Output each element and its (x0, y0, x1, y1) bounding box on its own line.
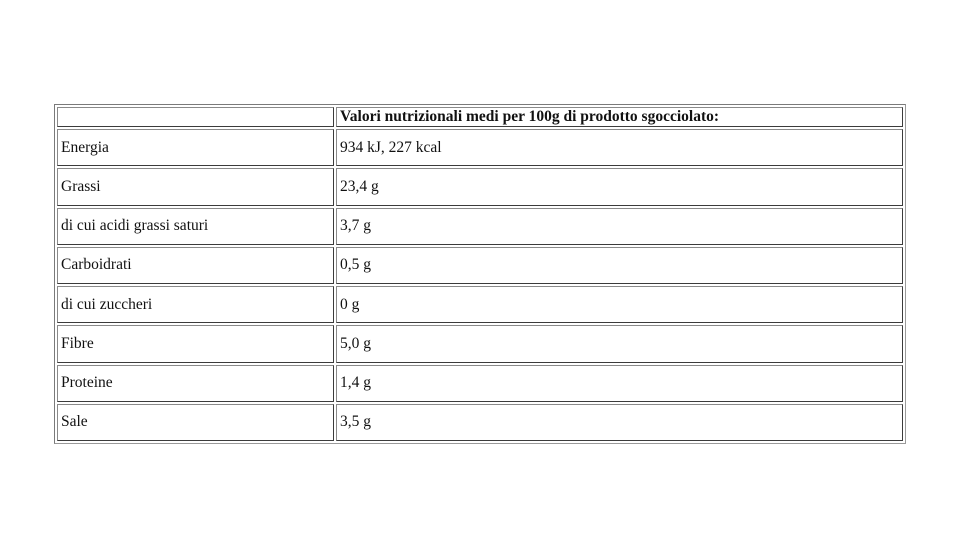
nutrient-value: 23,4 g (336, 168, 903, 205)
table-row (57, 129, 903, 166)
nutrient-value: 0,5 g (336, 247, 903, 284)
nutrient-value: 1,4 g (336, 365, 903, 402)
table-row (57, 168, 903, 205)
table-header-row (57, 107, 903, 127)
nutrient-label: Fibre (57, 325, 334, 362)
nutrient-label: Proteine (57, 365, 334, 402)
nutrient-label: di cui acidi grassi saturi (57, 208, 334, 245)
header-label-cell (57, 107, 334, 127)
nutrient-value: 0 g (336, 286, 903, 323)
header-title-cell: Valori nutrizionali medi per 100g di prodotto sgocciolato: (336, 107, 903, 127)
nutrient-label: di cui zuccheri (57, 286, 334, 323)
table-row (57, 365, 903, 402)
table-row (57, 286, 903, 323)
table-row (57, 247, 903, 284)
nutrient-value: 5,0 g (336, 325, 903, 362)
nutrient-label: Grassi (57, 168, 334, 205)
nutrient-label: Energia (57, 129, 334, 166)
nutrient-value: 934 kJ, 227 kcal (336, 129, 903, 166)
nutrition-table-frame (54, 104, 906, 444)
nutrient-label: Carboidrati (57, 247, 334, 284)
nutrient-value: 3,5 g (336, 404, 903, 441)
nutrition-table (55, 105, 905, 443)
nutrient-value: 3,7 g (336, 208, 903, 245)
table-row (57, 208, 903, 245)
table-row (57, 325, 903, 362)
nutrient-label: Sale (57, 404, 334, 441)
table-row (57, 404, 903, 441)
